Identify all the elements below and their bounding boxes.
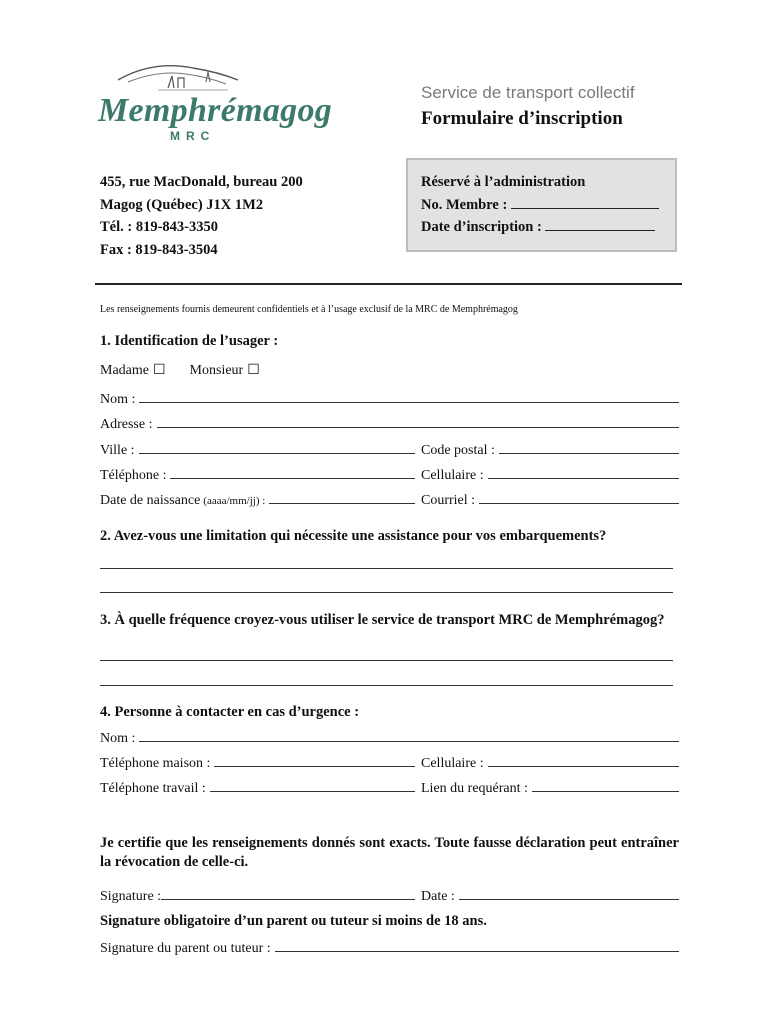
home-phone-field xyxy=(100,754,415,772)
signature-label: Signature : xyxy=(100,889,162,904)
nom-label: Nom : xyxy=(100,392,136,407)
telephone-label: Téléphone : xyxy=(100,468,167,483)
title-choice-row xyxy=(100,362,260,379)
signature-input-line[interactable] xyxy=(161,887,415,900)
signature-date-input-line[interactable] xyxy=(459,887,679,900)
adresse-input-line[interactable] xyxy=(157,415,680,428)
inscription-date-label: Date d’inscription : xyxy=(421,219,542,235)
confidential-note: Les renseignements fournis demeurent confidentiels et à l’usage exclusif de la MRC de Memphrémagog xyxy=(100,304,518,315)
contact-nom-label: Nom : xyxy=(100,731,136,746)
work-phone-input-line[interactable] xyxy=(210,779,415,792)
code-postal-input-line[interactable] xyxy=(499,441,679,454)
birthdate-input-line[interactable] xyxy=(269,491,415,504)
section3-title: 3. À quelle fréquence croyez-vous utiliser le service de transport MRC de Memphrémagog? xyxy=(100,612,665,628)
nom-input-line[interactable] xyxy=(139,390,679,403)
inscription-date-line[interactable] xyxy=(545,217,655,231)
inscription-date-field[interactable] xyxy=(421,216,659,239)
logo-name: Memphrémagog xyxy=(98,92,333,129)
fax-line: Fax : 819-843-3504 xyxy=(100,241,218,258)
cellulaire-field xyxy=(421,466,679,484)
admin-title: Réservé à l’administration xyxy=(421,174,586,190)
contact-cell-label: Cellulaire : xyxy=(421,756,484,771)
ville-label: Ville : xyxy=(100,443,135,458)
admin-block xyxy=(421,171,659,239)
signature-field xyxy=(100,887,415,905)
section3-answer-line[interactable] xyxy=(100,685,673,686)
courriel-label: Courriel : xyxy=(421,493,476,508)
logo-subtitle: MRC xyxy=(170,129,216,143)
adresse-field xyxy=(100,415,679,433)
phone-line: Tél. : 819-843-3350 xyxy=(100,219,218,235)
work-phone-field xyxy=(100,779,415,797)
parent-signature-label: Signature du parent ou tuteur : xyxy=(100,941,271,956)
relationship-input-line[interactable] xyxy=(532,779,679,792)
form-title: Formulaire d’inscription xyxy=(421,108,623,129)
certification-text: Je certifie que les renseignements donnés sont exacts. Toute fausse déclaration peut entraîner la révocation de celle-ci. xyxy=(100,835,679,870)
member-number-line[interactable] xyxy=(511,195,659,209)
birthdate-label: Date de naissance xyxy=(100,493,201,508)
work-phone-label: Téléphone travail : xyxy=(100,781,206,796)
relationship-label: Lien du requérant : xyxy=(421,781,528,796)
birthdate-field xyxy=(100,491,415,509)
address-line: Magog (Québec) J1X 1M2 xyxy=(100,196,264,213)
contact-cell-input-line[interactable] xyxy=(488,754,679,767)
telephone-field xyxy=(100,466,415,484)
madame-checkbox[interactable]: ☐ xyxy=(152,363,166,378)
code-postal-label: Code postal : xyxy=(421,443,495,458)
section2-title: 2. Avez-vous une limitation qui nécessite une assistance pour vos embarquements? xyxy=(100,528,607,544)
signature-date-field xyxy=(421,887,679,905)
address-line: 455, rue MacDonald, bureau 200 xyxy=(100,174,303,190)
cellulaire-label: Cellulaire : xyxy=(421,468,484,483)
code-postal-field xyxy=(421,441,679,459)
courriel-input-line[interactable] xyxy=(479,491,679,504)
ville-field xyxy=(100,441,415,459)
birthdate-format: (aaaa/mm/jj) : xyxy=(203,495,266,507)
home-phone-input-line[interactable] xyxy=(214,754,415,767)
monsieur-checkbox[interactable]: ☐ xyxy=(247,363,260,378)
service-title: Service de transport collectif xyxy=(421,83,635,102)
telephone-input-line[interactable] xyxy=(170,466,415,479)
courriel-field xyxy=(421,491,679,509)
divider xyxy=(95,283,682,285)
section3-answer-line[interactable] xyxy=(100,660,673,661)
contact-cell-field xyxy=(421,754,679,772)
address-block xyxy=(100,171,303,261)
relationship-field xyxy=(421,779,679,797)
parent-signature-note: Signature obligatoire d’un parent ou tuteur si moins de 18 ans. xyxy=(100,913,487,929)
home-phone-label: Téléphone maison : xyxy=(100,756,211,771)
member-number-field[interactable] xyxy=(421,194,659,217)
section4-title: 4. Personne à contacter en cas d’urgence : xyxy=(100,704,360,720)
member-number-label: No. Membre : xyxy=(421,196,508,213)
monsieur-label: Monsieur xyxy=(189,363,244,378)
madame-label: Madame xyxy=(100,363,149,378)
adresse-label: Adresse : xyxy=(100,417,153,432)
contact-nom-input-line[interactable] xyxy=(139,729,679,742)
parent-signature-field xyxy=(100,939,679,957)
ville-input-line[interactable] xyxy=(139,441,415,454)
contact-nom-field xyxy=(100,729,679,747)
signature-date-label: Date : xyxy=(421,889,455,904)
nom-field xyxy=(100,390,679,408)
parent-signature-input-line[interactable] xyxy=(275,939,679,952)
cellulaire-input-line[interactable] xyxy=(488,466,679,479)
section2-answer-line[interactable] xyxy=(100,592,673,593)
section2-answer-line[interactable] xyxy=(100,568,673,569)
section1-title: 1. Identification de l’usager : xyxy=(100,333,279,349)
